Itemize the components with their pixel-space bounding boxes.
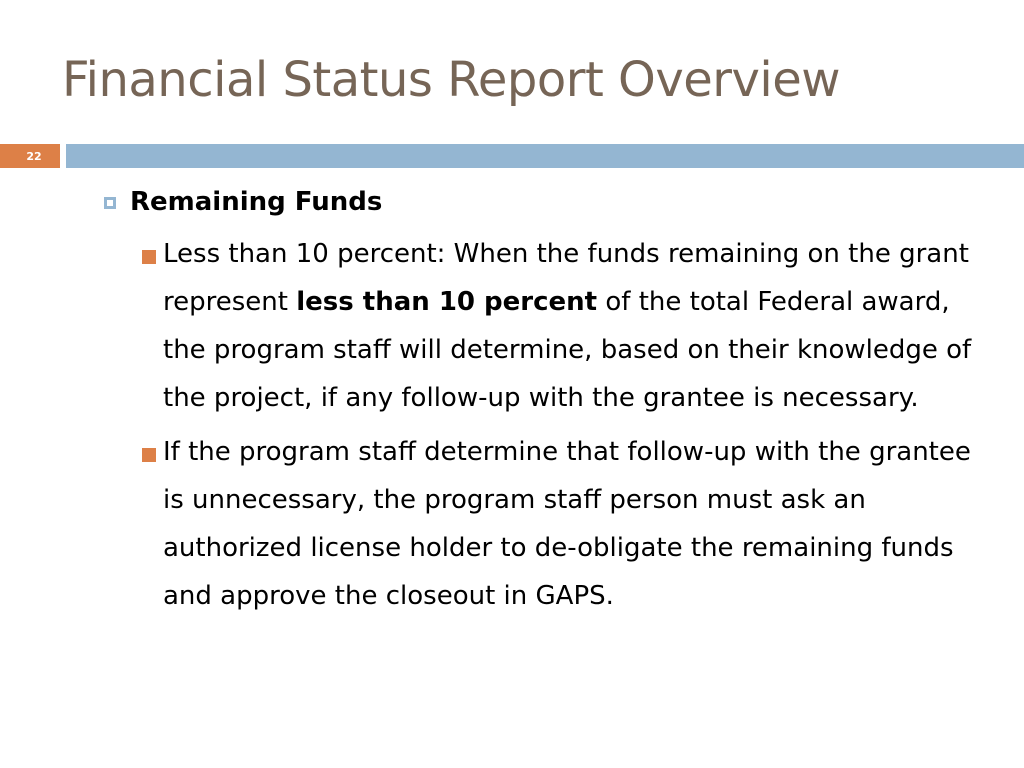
square-bullet-icon [142,250,156,264]
bullet-heading-remaining-funds [104,182,1004,222]
square-bullet-icon [142,448,156,462]
bullet2-text: If the program staff determine that follow-up with the grantee is unnecessary, the program staff person must ask an authorized license holder to de-obligate the remaining funds and approve the closeout in GAPS. [163,437,971,611]
bullet1-text-start: Less than 10 percent: When the funds remaining on the grant represent [163,239,969,317]
bullet-less-than-10-percent [142,230,1004,422]
bullet-follow-up-unnecessary [142,428,1004,620]
bullet1-text-end: of the total Federal award, the program staff will determine, based on their knowledge of the project, if any follow-up with the grantee is necessary. [163,287,972,413]
bullet1-bold-text: less than 10 percent [296,287,598,317]
hollow-square-bullet-icon [104,197,116,209]
heading-text: Remaining Funds [130,187,383,217]
bullet-text [163,230,983,422]
slide-number: 22 [26,149,42,163]
slide-content [104,182,1004,626]
slide-title: Financial Status Report Overview [62,52,841,108]
header-accent-bar [66,144,1024,168]
slide-number-box [0,144,60,168]
